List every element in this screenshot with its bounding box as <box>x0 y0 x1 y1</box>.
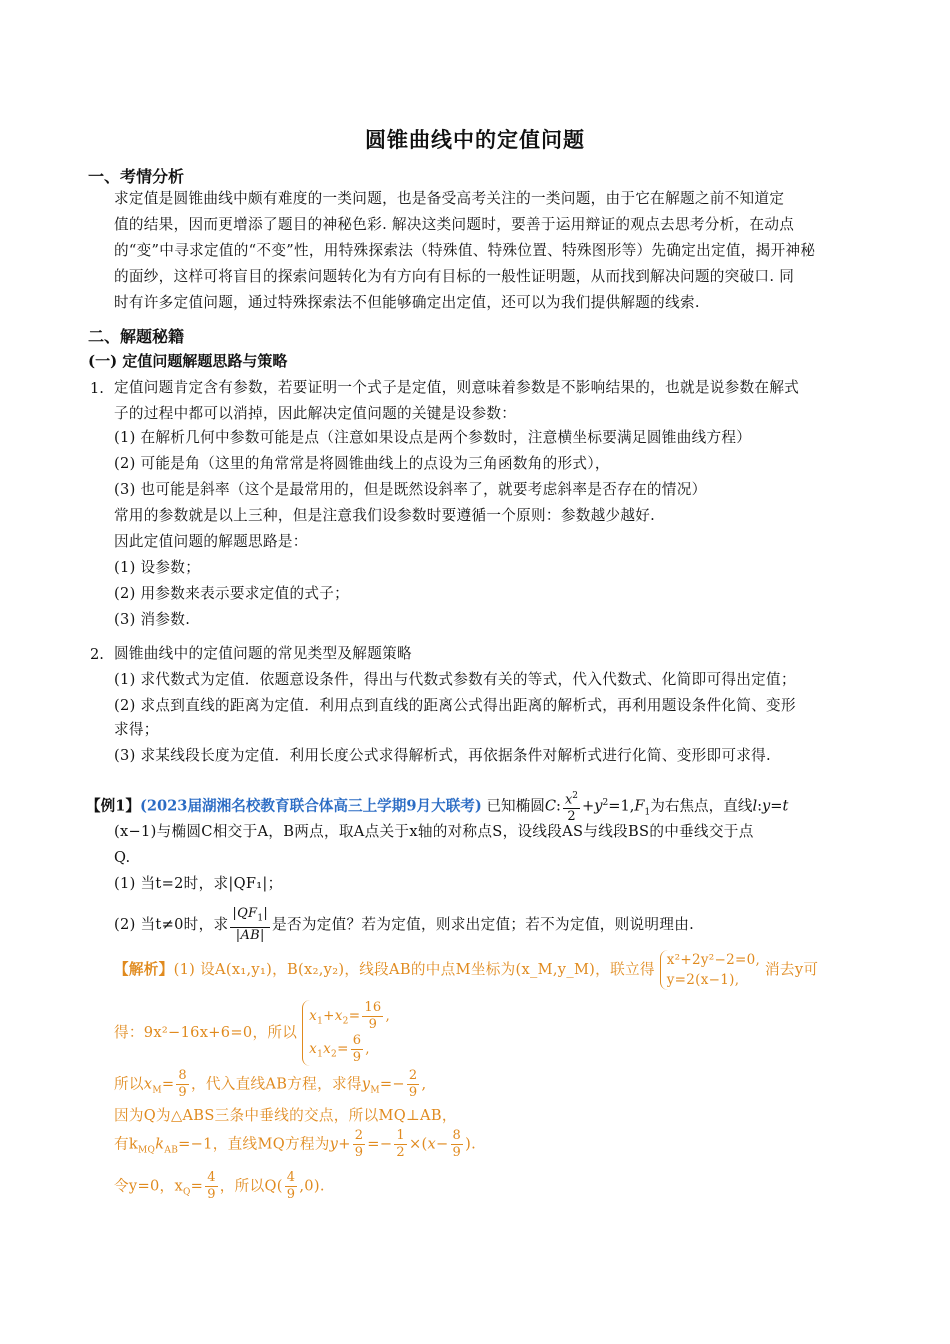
solution-line5: 有$k_{MQ}k_{AB}=-1$，直线MQ方程为y+ $\frac{2}{9}$ =− $\frac{1}{2}$ ×(x− $\frac{8}{9}$ ). <box>114 1128 477 1160</box>
solution-l6a: 令y=0，x <box>114 1177 183 1195</box>
item1-line: 定值问题肯定含有参数，若要证明一个式子是定值，则意味着参数是不影响结果的，也就是说参数在解式 <box>114 379 800 396</box>
solution-line2 <box>114 1000 390 1066</box>
item1-line: (2) 可能是角（这里的角常常是将圆锥曲线上的点设为三角函数角的形式）， <box>114 455 610 472</box>
section1-paragraph <box>114 186 866 316</box>
example-label: 【例1】 <box>86 797 140 815</box>
item2-line: (1) 求代数式为定值．依题意设条件，得出与代数式参数有关的等式，代入代数式、化简即可得出定值； <box>114 671 796 688</box>
section1-line: 值的结果，因而更增添了题目的神秘色彩. 解决这类问题时，要善于运用辩证的观点去思考分析，在动点 <box>114 216 795 233</box>
item1-line: (2) 用参数来表示要求定值的式子； <box>114 585 350 602</box>
solution-l6b: ，所以Q <box>219 1177 277 1195</box>
solution-line3: 所以$x_M=$ $\frac{8}{9}$ ，代入直线AB方程，求得$y_M=-$ $\frac{2}{9}$ , <box>114 1068 427 1100</box>
solution-l2a: 得：9x²−16x+6=0，所以 <box>114 1024 298 1041</box>
solution-l3b: ，代入直线AB方程，求得 <box>190 1075 362 1093</box>
solution-line6: 令y=0，$x_Q=$ $\frac{4}{9}$ ，所以Q( $\frac{4}{9}$ ,0). <box>114 1170 325 1202</box>
example-header: 【例1】(2023届湖湘名校教育联合体高三上学期9月大联考) 已知椭圆C: $\frac{x^2}{2}$ $+y^2=1,F_1$为右焦点，直线l:y=t <box>86 788 788 825</box>
item1-line: (1) 在解析几何中参数可能是点（注意如果设点是两个参数时，注意横坐标要满足圆锥曲线方程） <box>114 429 752 446</box>
section1-heading: 一、考情分析 <box>88 167 185 186</box>
section1-line: 求定值是圆锥曲线中颇有难度的一类问题，也是备受高考关注的一类问题，由于它在解题之前不知道定 <box>114 190 785 207</box>
item1-line: 子的过程中都可以消掉，因此解决定值问题的关键是设参数： <box>114 405 517 422</box>
solution-l1b: 消去y可 <box>765 961 819 978</box>
sys1-eq2: y=2(x−1), <box>666 972 740 988</box>
system-equations-1 <box>660 950 760 990</box>
sys1-eq1: x²+2y²−2=0, <box>666 952 761 968</box>
section2-subheading: (一) 定值问题解题思路与策略 <box>88 352 288 370</box>
example-q1: (1) 当t=2时，求|QF₁|； <box>114 875 283 892</box>
section1-line: 的面纱，这样可将盲目的探索问题转化为有方向有目标的一般性证明题，从而找到解决问题的突破口. 同 <box>114 268 795 285</box>
item1-line: (3) 也可能是斜率（这个是最常用的，但是既然设斜率了，就要考虑斜率是否存在的情况） <box>114 481 707 498</box>
solution-l1a: (1) 设A(x₁,y₁)，B(x₂,y₂)，线段AB的中点M坐标为(x_M,y_M)，联立得 <box>173 961 655 978</box>
item2-number: 2. <box>90 646 104 663</box>
example-q2: (2) 当t≠0时，求 $\frac{|QF_1|}{|AB|}$ 是否为定值？若为定值，则求出定值；若不为定值，则说明理由. <box>114 906 695 943</box>
item2-line: 圆锥曲线中的定值问题的常见类型及解题策略 <box>114 645 412 662</box>
item1-line: (1) 设参数； <box>114 559 201 576</box>
item2-line: (2) 求点到直线的距离为定值．利用点到直线的距离公式得出距离的解析式，再利用题设条件化简、变形 <box>114 697 796 714</box>
example-source: (2023届湖湘名校教育联合体高三上学期9月大联考) <box>139 797 482 815</box>
page-title: 圆锥曲线中的定值问题 <box>365 127 585 152</box>
solution-l5b: =−1，直线MQ方程为 <box>178 1135 330 1153</box>
solution-l3: 所以 <box>114 1075 144 1093</box>
item2-line: 求得； <box>114 721 159 738</box>
item1-number: 1. <box>90 380 104 397</box>
example-line3: Q. <box>114 849 131 866</box>
section1-line: 的“变”中寻求定值的“不变”性，用特殊探索法（特殊值、特殊位置、特殊图形等）先确定出定值，揭开神秘 <box>114 242 816 259</box>
item1-line: (3) 消参数. <box>114 611 191 628</box>
section1-line: 时有许多定值问题，通过特殊探索法不但能够确定出定值，还可以为我们提供解题的线索. <box>114 294 700 311</box>
solution-line1 <box>114 950 818 990</box>
example-stem-b: 为右焦点，直线 <box>650 797 753 815</box>
example-line2: (x−1)与椭圆C相交于A，B两点，取A点关于x轴的对称点S，设线段AS与线段BS的中垂线交于点 <box>114 823 754 840</box>
item1-line: 因此定值问题的解题思路是： <box>114 533 308 550</box>
q2-text-a: (2) 当t≠0时，求 <box>114 915 229 933</box>
solution-label: 【解析】 <box>114 961 174 978</box>
system-equations-2: $x_1+x_2=$ $\frac{16}{9}$ , $x_1x_2=$ $\frac{6}{9}$ , <box>302 1000 390 1066</box>
solution-l5a: 有k <box>114 1135 139 1153</box>
item2-line: (3) 求某线段长度为定值．利用长度公式求得解析式，再依据条件对解析式进行化简、变形即可求得. <box>114 747 771 764</box>
item1-line: 常用的参数就是以上三种，但是注意我们设参数时要遵循一个原则：参数越少越好. <box>114 507 656 524</box>
solution-line4: 因为Q为△ABS三条中垂线的交点，所以MQ⊥AB， <box>114 1107 457 1124</box>
example-stem-a: 已知椭圆 <box>486 797 545 815</box>
q2-text-b: 是否为定值？若为定值，则求出定值；若不为定值，则说明理由. <box>272 915 695 933</box>
section2-heading: 二、解题秘籍 <box>88 327 185 346</box>
